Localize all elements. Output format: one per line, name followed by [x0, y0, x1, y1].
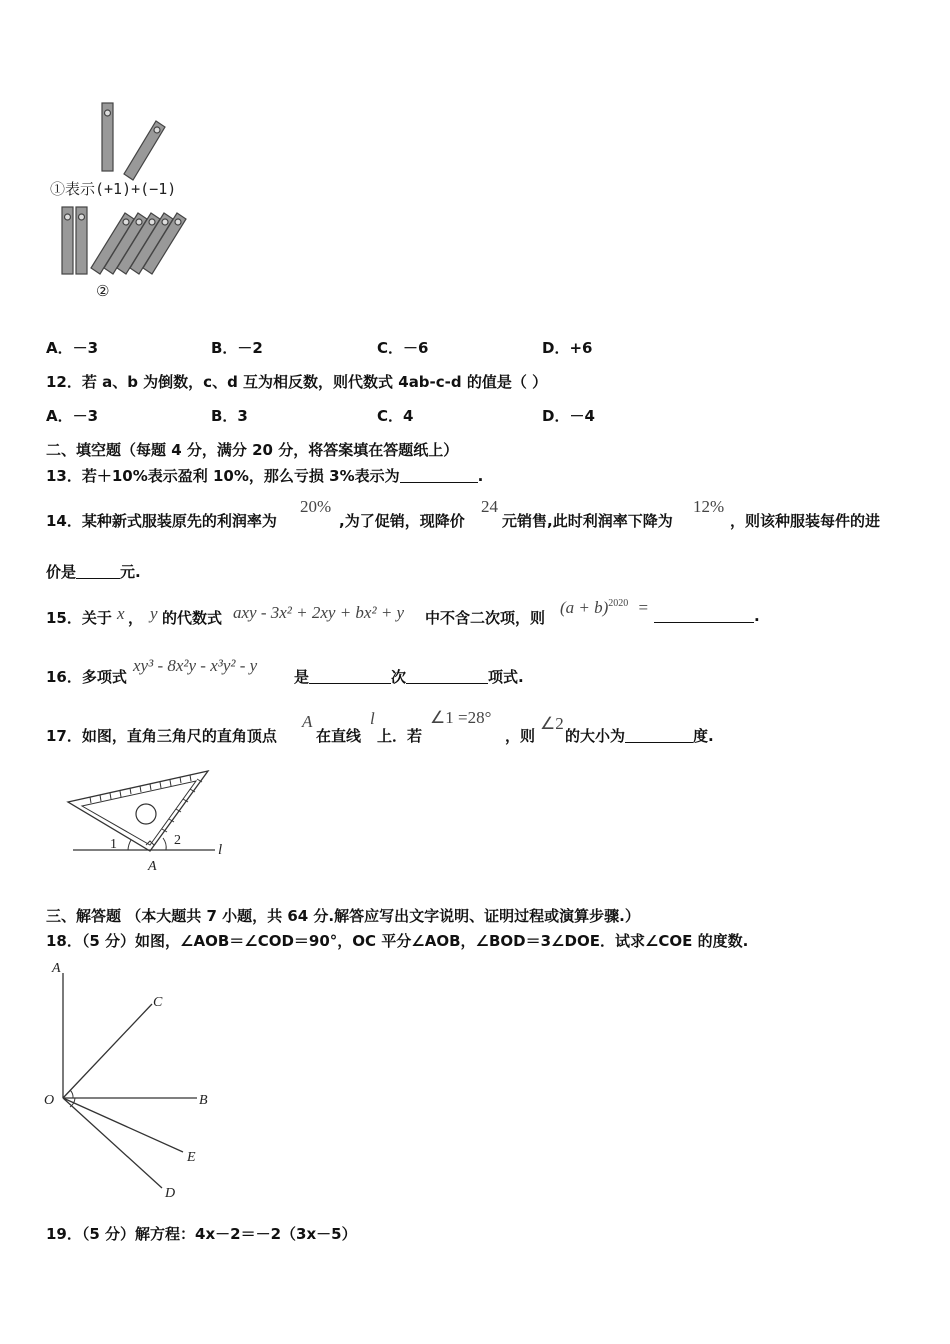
q12-option-c: C．4 [377, 407, 414, 425]
q13-end: . [477, 467, 484, 485]
q14-line2-start: 价是 [46, 563, 77, 581]
ray-od [63, 1098, 162, 1188]
q14-part1: 14．某种新式服装原先的利润率为 [46, 512, 277, 530]
q17-var-l: l [370, 709, 375, 728]
q17-part1: 17．如图，直角三角尺的直角顶点 [46, 727, 277, 745]
label-d: D [165, 1186, 176, 1201]
q17-angle1: ∠1 =28° [430, 708, 492, 727]
q11-option-a: A．－3 [46, 339, 99, 357]
q15-part2: 的代数式 [162, 609, 223, 627]
label-line-l: l [218, 842, 223, 858]
section3-header: 三、解答题 （本大题共 7 小题，共 64 分.解答应写出文字说明、证明过程或演算步骤.） [46, 907, 640, 925]
q19-question: 19．（5 分）解方程：4x－2＝－2（3x－5） [46, 1225, 357, 1243]
q11-option-c: C．－6 [377, 339, 429, 357]
q14-math-24: 24 [481, 497, 498, 516]
rods-label-2: ② [96, 282, 110, 300]
q16-part3: 次 [391, 668, 407, 686]
q15-expression2 [560, 598, 648, 618]
q13-answer-blank [400, 468, 478, 483]
label-angle-2: 2 [174, 833, 181, 848]
q15-expr2-exponent: 2020 [608, 598, 629, 609]
q13-text: 13．若＋10%表示盈利 10%，那么亏损 3%表示为 [46, 467, 400, 485]
q16-expression: xy³ - 8x²y - x³y² - y [133, 656, 258, 675]
label-b: B [199, 1093, 208, 1108]
q16-part1: 16．多项式 [46, 668, 127, 686]
q15-part3: 中不含二次项，则 [425, 609, 546, 627]
q17-answer [565, 725, 714, 746]
label-o: O [44, 1093, 55, 1108]
q14-line2-end: 元. [120, 563, 141, 581]
q15-expr2-base: (a + b) [560, 598, 609, 617]
q18-question: 18．（5 分）如图，∠AOB＝∠COD＝90°，OC 平分∠AOB，∠BOD＝3∠DOE．试求∠COE 的度数. [46, 932, 749, 950]
label-a: A [52, 961, 61, 976]
q17-angle2: ∠2 [540, 714, 564, 733]
q16-part2: 是 [294, 668, 310, 686]
q15-expression: axy - 3x² + 2xy + bx² + y [233, 603, 405, 622]
q17-part6: 度. [693, 727, 714, 745]
q11-option-b: B．－2 [211, 339, 263, 357]
q14-math-20pct: 20% [300, 497, 332, 516]
q16-answer [294, 666, 524, 687]
label-c: C [153, 995, 163, 1010]
angle-figure [0, 0, 240, 1210]
q17-part2: 在直线 [316, 727, 362, 745]
q15-var-x: x [117, 604, 125, 623]
q15-equals: = [638, 598, 649, 617]
label-point-a: A [148, 859, 157, 874]
q15-answer-blank [654, 608, 754, 623]
ray-oc [63, 1004, 152, 1098]
q14-part2: ,为了促销，现降价 [339, 512, 465, 530]
q15-part1: 15．关于 [46, 609, 112, 627]
q14-part3: 元销售,此时利润率下降为 [502, 512, 673, 530]
q15-var-y: y [150, 604, 158, 623]
q16-part4: 项式. [488, 668, 524, 686]
q16-terms-blank [406, 669, 488, 684]
ray-oe [63, 1098, 183, 1152]
label-angle-1: 1 [110, 837, 117, 852]
label-e: E [187, 1150, 196, 1165]
q12-question: 12．若 a、b 为倒数，c、d 互为相反数，则代数式 4ab-c-d 的值是（ ） [46, 373, 548, 391]
angle-arc-o2 [70, 1090, 73, 1098]
q17-part5: 的大小为 [565, 727, 626, 745]
q17-answer-blank [625, 728, 693, 743]
q12-option-d: D．－4 [542, 407, 595, 425]
q17-var-a: A [302, 712, 313, 731]
section2-header: 二、填空题（每题 4 分，满分 20 分，将答案填在答题纸上） [46, 441, 459, 459]
q15-answer [654, 607, 760, 625]
q12-option-a: A．－3 [46, 407, 99, 425]
q14-math-12pct: 12% [693, 497, 725, 516]
q17-part4: ，则 [505, 727, 536, 745]
q15-sep: ， [128, 609, 144, 627]
q14-part4: ，则该种服装每件的进 [730, 512, 881, 530]
q16-degree-blank [309, 669, 391, 684]
q15-end: . [754, 607, 760, 625]
rods-label-1: ①表示(+1)+(−1) [50, 180, 177, 198]
q17-part3: 上．若 [377, 727, 423, 745]
q12-option-b: B．3 [211, 407, 248, 425]
q11-option-d: D．+6 [542, 339, 593, 357]
